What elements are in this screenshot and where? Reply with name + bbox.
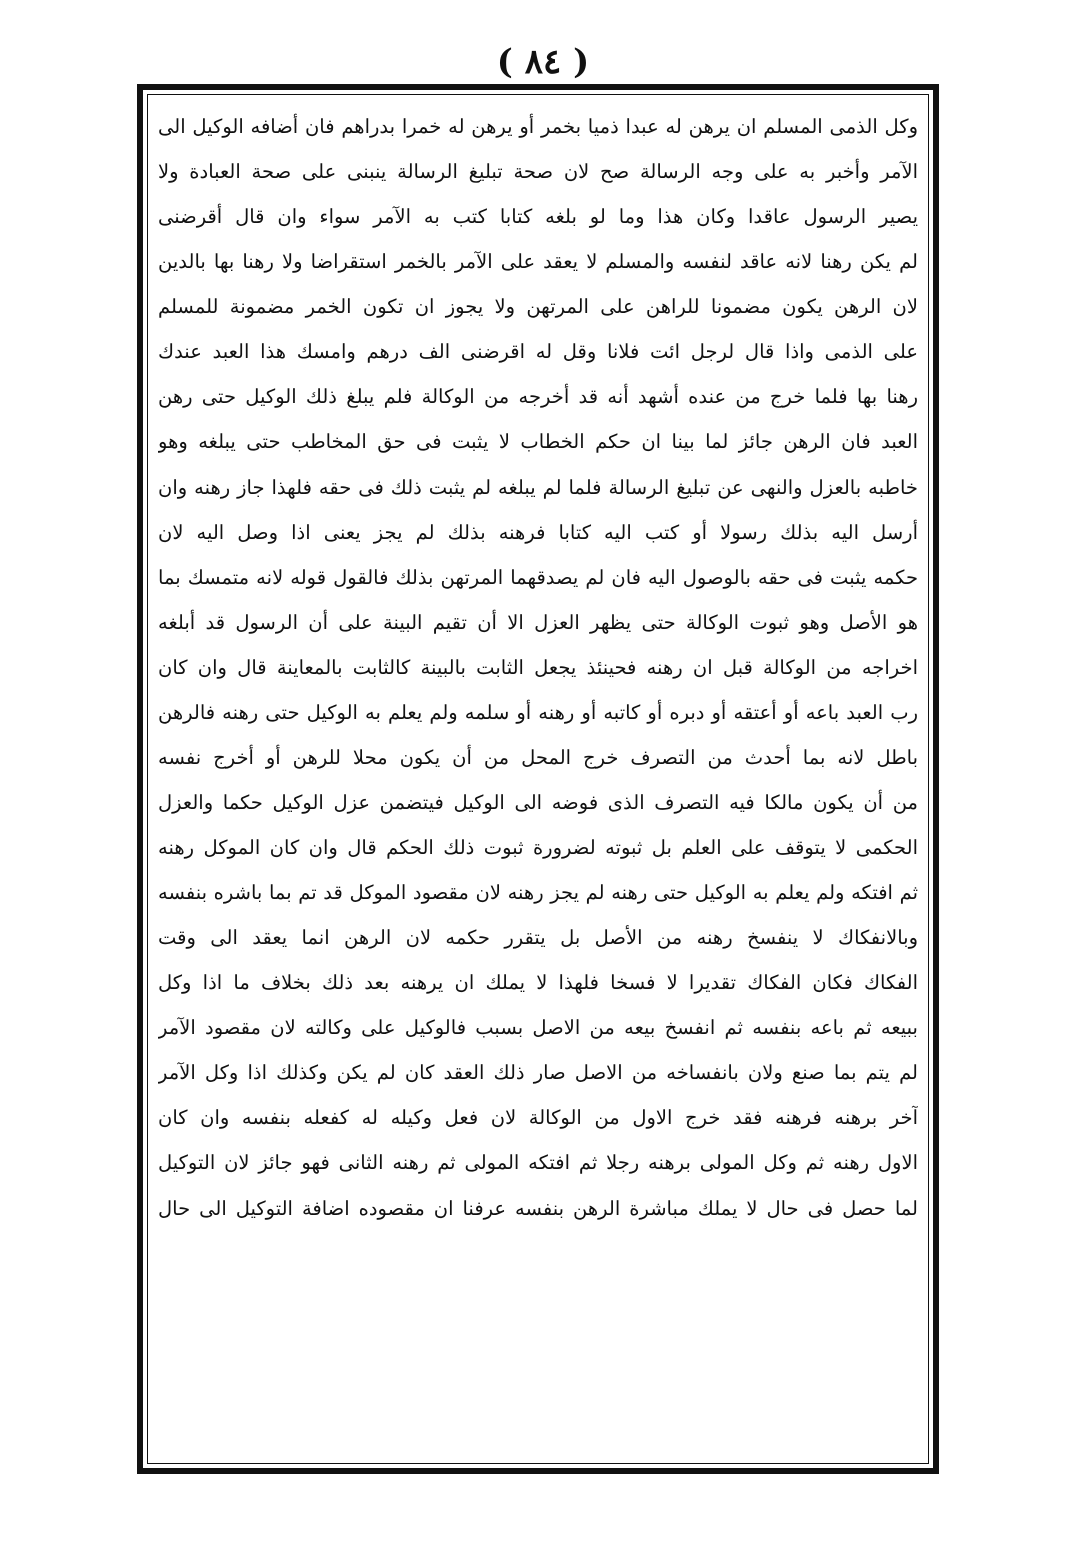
text-line: الاول رهنه ثم وكل المولى برهنه رجلا ثم افتكه المولى ثم رهنه الثانى فهو جائز لان التوكيل <box>158 1151 918 1175</box>
text-line: ثم افتكه ولم يعلم به الوكيل حتى رهنه لم يجز رهنه لان مقصود الموكل قد تم بما باشره بنفسه <box>158 881 918 905</box>
text-body <box>158 104 918 1456</box>
text-line: لان الرهن يكون مضمونا للراهن على المرتهن ولا يجوز ان تكون الخمر مضمونة للمسلم <box>158 295 918 319</box>
text-line: لما حصل فى حال لا يملك مباشرة الرهن بنفسه عرفنا ان مقصوده اضافة التوكيل الى حال <box>158 1196 918 1220</box>
text-line: الفكاك فكان الفكاك تقديرا لا فسخا فلهذا لا يملك ان يرهنه بعد ذلك بخلاف ما اذا وكل <box>158 971 918 995</box>
text-line: ببيعه ثم باعه بنفسه ثم انفسخ بيعه من الاصل بسبب فالوكيل على وكالته لان مقصود الآمر <box>158 1016 918 1040</box>
text-line: رهنا بها فلما خرج من عنده أشهد أنه قد أخرجه من الوكالة فلم يبلغ ذلك الوكيل حتى رهن <box>158 385 918 409</box>
text-line: العبد فان الرهن جائز لما بينا ان حكم الخطاب لا يثبت فى حق المخاطب حتى يبلغه وهو <box>158 430 918 454</box>
text-line: باطل لانه بما أحدث من التصرف خرج المحل من أن يكون محلا للرهن أو أخرج نفسه <box>158 745 918 769</box>
text-line: خاطبه بالعزل والنهى عن تبليغ الرسالة فلما لم يبلغه لم يثبت ذلك فى حقه فلهذا جاز رهنه وان <box>158 475 918 499</box>
text-line: هو الأصل وهو ثبوت الوكالة حتى يظهر العزل الا أن تقيم البينة على أن الرسول قد أبلغه <box>158 610 918 634</box>
text-line: الآمر وأخبر به على وجه الرسالة صح لان صحة تبليغ الرسالة ينبنى على صحة العبادة ولا <box>158 160 918 184</box>
text-line: من أن يكون مالكا فيه التصرف الذى فوضه الى الوكيل فيتضمن عزل الوكيل حكما والعزل <box>158 790 918 814</box>
text-line: آخر برهنه فرهنه فقد خرج الاول من الوكالة لان فعل وكيله له كفعله بنفسه وان كان <box>158 1106 918 1130</box>
text-line: على الذمى واذا قال لرجل ائت فلانا وقل له اقرضنى الف درهم وامسك هذا العبد عندك <box>158 340 918 364</box>
page-number: ( ٨٤ ) <box>496 42 590 82</box>
text-line: يصير الرسول عاقدا وكان هذا وما لو بلغه كتابا كتب به الآمر سواء وان قال أقرضنى <box>158 205 918 229</box>
text-line: لم يتم بما صنع ولان بانفساخه من الاصل صار ذلك العقد كان لم يكن وكذلك اذا وكل الآمر <box>158 1061 918 1085</box>
text-line: وكل الذمى المسلم ان يرهن له عبدا ذميا بخمر أو يرهن له خمرا بدراهم فان أضافه الوكيل الى <box>158 115 918 138</box>
text-line: لم يكن رهنا لانه عاقد لنفسه والمسلم لا يعقد على الآمر بالخمر استقراضا ولا رهنا بها بالدين <box>158 250 918 274</box>
text-line: أرسل اليه بذلك رسولا أو كتب اليه كتابا فرهنه بذلك لم يجز يعنى اذا وصل اليه لان <box>158 520 918 544</box>
text-line: الحكمى لا يتوقف على العلم بل ثبوته لضرورة ثبوت ذلك الحكم قال وان كان الموكل رهنه <box>158 836 918 859</box>
text-line: اخراجه من الوكالة قبل ان رهنه فحينئذ يجعل الثابت بالبينة كالثابت بالمعاينة قال وان كان <box>158 655 918 679</box>
text-line: وبالانفكاك لا ينفسخ رهنه من الأصل بل يتقرر حكمه لان الرهن انما يعقد الى وقت <box>158 926 918 950</box>
text-line: حكمه يثبت فى حقه بالوصول اليه فان لم يصدقهما المرتهن بذلك فالقول قوله لانه متمسك بما <box>158 565 918 589</box>
text-line: رب العبد باعه أو أعتقه أو دبره أو كاتبه أو رهنه أو سلمه ولم يعلم به الوكيل حتى رهنه فالرهن <box>158 700 918 724</box>
